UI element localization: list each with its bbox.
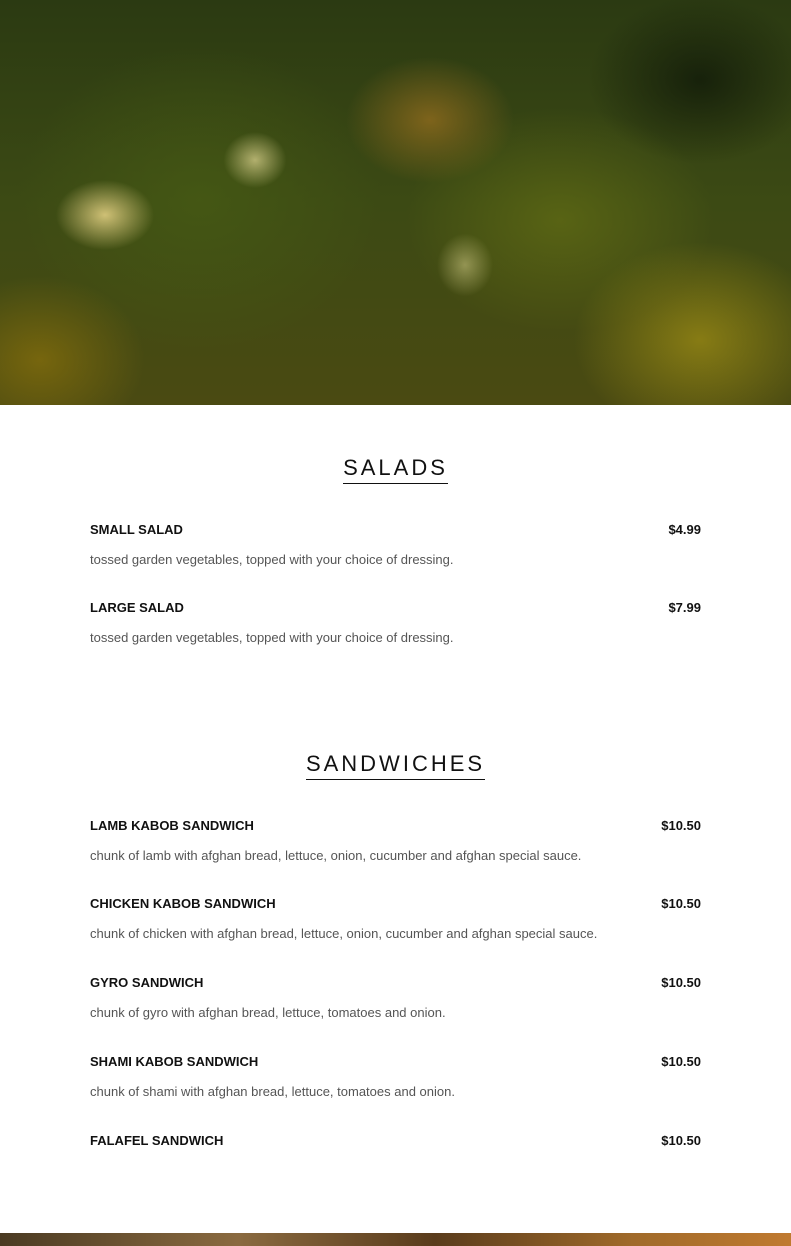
- hero-image: [0, 0, 791, 405]
- section-title: [90, 751, 701, 780]
- footer-image-strip: [0, 1233, 791, 1246]
- item-price: $10.50: [661, 896, 701, 911]
- item-description: chunk of shami with afghan bread, lettuce, tomatoes and onion.: [90, 1084, 455, 1099]
- item-name: CHICKEN KABOB SANDWICH: [90, 896, 276, 911]
- section-title: [90, 455, 701, 484]
- item-name: SHAMI KABOB SANDWICH: [90, 1054, 259, 1069]
- item-name: LAMB KABOB SANDWICH: [90, 818, 254, 833]
- item-price: $10.50: [661, 1054, 701, 1069]
- item-name: LARGE SALAD: [90, 600, 184, 615]
- item-description: tossed garden vegetables, topped with your choice of dressing.: [90, 552, 454, 567]
- item-price: $4.99: [668, 522, 701, 537]
- section-title-text: SANDWICHES: [306, 751, 485, 780]
- item-name: FALAFEL SANDWICH: [90, 1133, 224, 1148]
- item-price: $10.50: [661, 975, 701, 990]
- item-description: tossed garden vegetables, topped with your choice of dressing.: [90, 630, 454, 645]
- item-name: GYRO SANDWICH: [90, 975, 204, 990]
- item-price: $10.50: [661, 1133, 701, 1148]
- item-name: SMALL SALAD: [90, 522, 183, 537]
- item-price: $10.50: [661, 818, 701, 833]
- item-description: chunk of gyro with afghan bread, lettuce, tomatoes and onion.: [90, 1005, 446, 1020]
- item-description: chunk of chicken with afghan bread, lettuce, onion, cucumber and afghan special sauce.: [90, 926, 598, 941]
- item-price: $7.99: [668, 600, 701, 615]
- item-description: chunk of lamb with afghan bread, lettuce, onion, cucumber and afghan special sauce.: [90, 848, 582, 863]
- section-title-text: SALADS: [343, 455, 448, 484]
